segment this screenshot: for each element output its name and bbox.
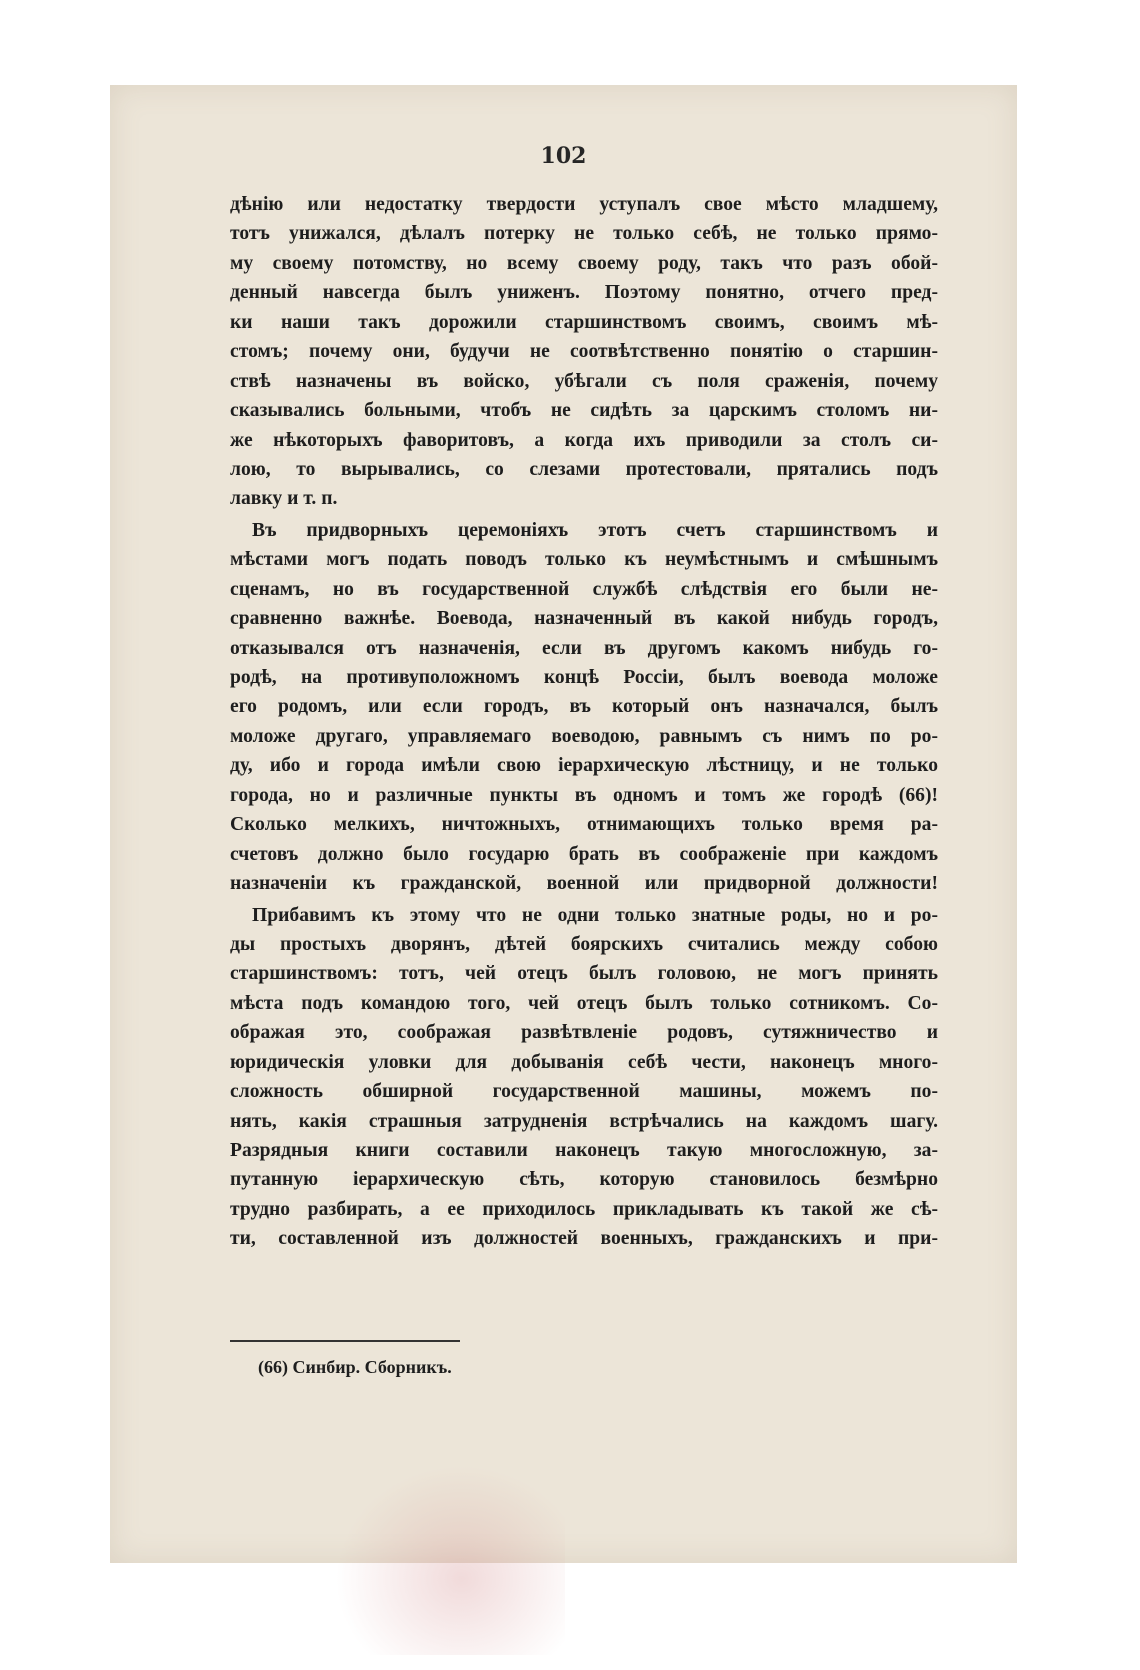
text-line: дѣнію или недостатку твердости уступалъ свое мѣсто младшему,: [230, 194, 938, 215]
text-line: Сколько мелкихъ, ничтожныхъ, отнимающихъ только время ра-: [230, 814, 938, 836]
text-line: ти, составленной изъ должностей военныхъ, гражданскихъ и при-: [230, 1228, 938, 1250]
text-line: путанную іерархическую сѣть, которую становилось безмѣрно: [230, 1169, 938, 1191]
text-line: старшинствомъ: тотъ, чей отецъ былъ головою, не могъ принять: [230, 963, 938, 985]
paper-stain: [335, 1465, 565, 1655]
text-line: сравненно важнѣе. Воевода, назначенный въ какой нибудь городъ,: [230, 608, 938, 630]
text-line: Прибавимъ къ этому что не одни только знатные роды, но и ро-: [252, 904, 938, 926]
text-line: назначеніи къ гражданской, военной или придворной должности!: [230, 873, 938, 895]
text-line: города, но и различные пункты въ одномъ и томъ же городѣ (66)!: [230, 784, 938, 806]
footnote: (66) Синбир. Сборникъ.: [258, 1357, 452, 1377]
text-line: ображая это, соображая развѣтвленіе родовъ, сутяжничество и: [230, 1022, 938, 1044]
text-line: лою, то вырывались, со слезами протестовали, прятались подъ: [230, 458, 938, 480]
text-line: ду, ибо и города имѣли свою іерархическую лѣстницу, и не только: [230, 755, 938, 777]
page-number: 102: [540, 143, 587, 169]
text-line: сложность обширной государственной машины, можемъ по-: [230, 1081, 938, 1103]
text-line: му своему потомству, но всему своему роду, такъ что разъ обой-: [230, 252, 938, 274]
text-line: тотъ унижался, дѣлалъ потерку не только себѣ, не только прямо-: [230, 223, 938, 245]
text-line: родѣ, на противуположномъ концѣ Россіи, былъ воевода моложе: [230, 667, 938, 688]
body-text: [230, 190, 938, 1254]
text-line: сценамъ, но въ государственной службѣ слѣдствія его были не-: [230, 578, 938, 600]
text-line: мѣста подъ командою того, чей отецъ былъ только сотникомъ. Со-: [230, 992, 938, 1014]
text-line: трудно разбирать, а ее приходилось прикладывать къ такой же сѣ-: [230, 1198, 938, 1220]
text-line: ды простыхъ дворянъ, дѣтей боярскихъ считались между собою: [230, 933, 938, 955]
text-line: нять, какія страшныя затрудненія встрѣчались на каждомъ шагу.: [230, 1110, 938, 1132]
footnote-rule: [230, 1340, 460, 1342]
text-line: Въ придворныхъ церемоніяхъ этотъ счетъ старшинствомъ и: [252, 519, 938, 541]
text-line: Разрядныя книги составили наконецъ такую многосложную, за-: [230, 1140, 938, 1161]
text-line: юридическія уловки для добыванія себѣ чести, наконецъ много-: [230, 1051, 938, 1073]
text-line: счетовъ должно было государю брать въ соображеніе при каждомъ: [230, 843, 938, 865]
text-line: стомъ; почему они, будучи не соотвѣтственно понятію о старшин-: [230, 341, 938, 363]
text-line: лавку и т. п.: [230, 488, 338, 510]
text-line: денный навсегда былъ униженъ. Поэтому понятно, отчего пред-: [230, 282, 938, 304]
text-line: ки наши такъ дорожили старшинствомъ своимъ, своимъ мѣ-: [230, 311, 938, 333]
text-line: ствѣ назначены въ войско, убѣгали съ поля сраженія, почему: [230, 370, 938, 392]
text-line: моложе другаго, управляемаго воеводою, равнымъ съ нимъ по ро-: [230, 725, 938, 747]
scanned-page: [110, 85, 1017, 1563]
text-line: сказывались больными, чтобъ не сидѣть за царскимъ столомъ ни-: [230, 400, 938, 422]
text-line: мѣстами могъ подать поводъ только къ неумѣстнымъ и смѣшнымъ: [230, 549, 938, 571]
text-line: его родомъ, или если городъ, въ который онъ назначался, былъ: [230, 696, 938, 718]
text-line: же нѣкоторыхъ фаворитовъ, а когда ихъ приводили за столъ си-: [230, 429, 938, 451]
text-line: отказывался отъ назначенія, если въ другомъ какомъ нибудь го-: [230, 637, 938, 659]
